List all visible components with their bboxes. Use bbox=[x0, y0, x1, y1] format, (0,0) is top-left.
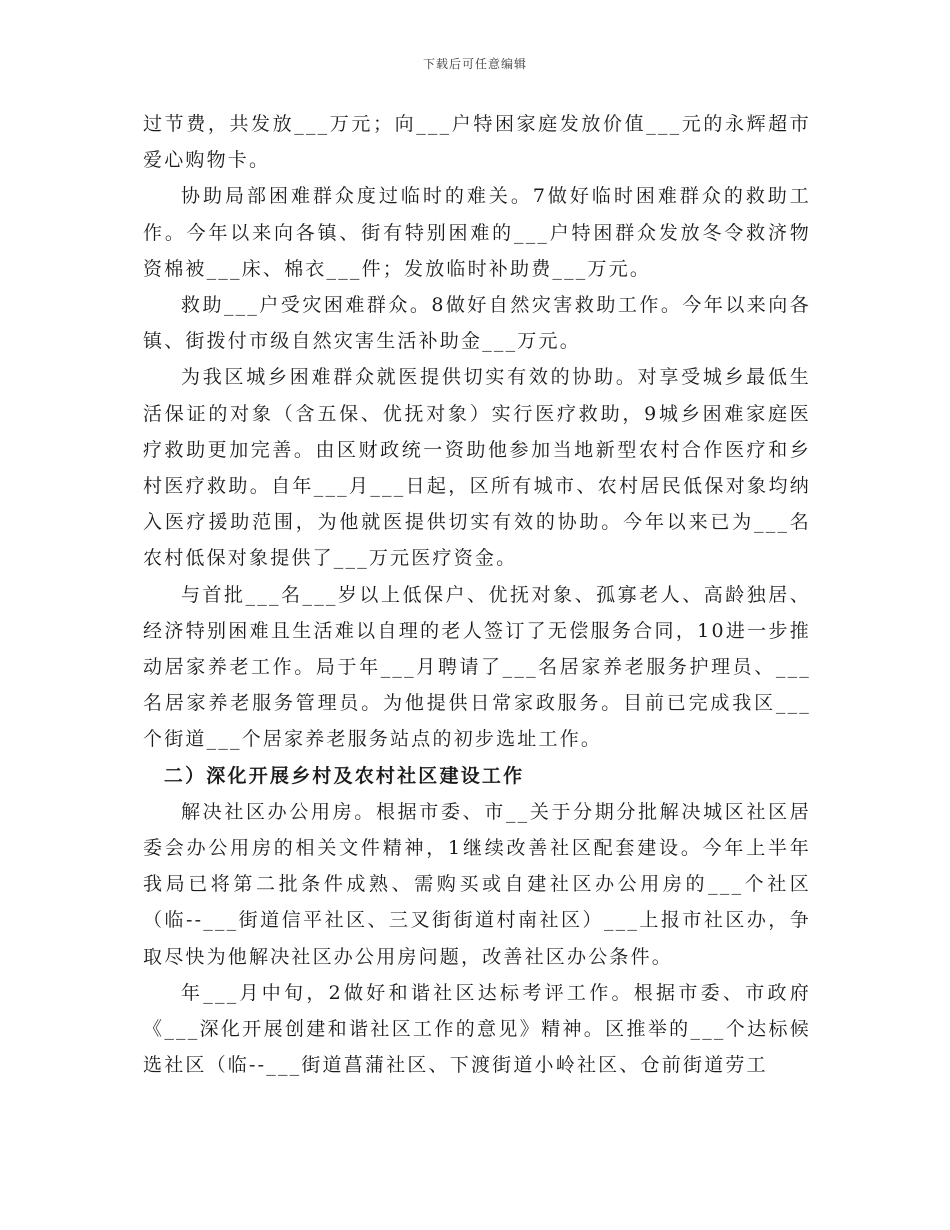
paragraph-6: 解决社区办公用房。根据市委、市__关于分期分批解决城区社区居委会办公用房的相关文件精神，1继续改善社区配套建设。今年上半年我局已将第二批条件成熟、需购买或自建社区办公用房的___个社区（临--___街道信平社区、三叉街街道村南社区）___上报市社区办，争取尽快为他解决社区办公用房问题，改善社区办公条件。 bbox=[143, 800, 811, 968]
paragraph-4: 为我区城乡困难群众就医提供切实有效的协助。对享受城乡最低生活保证的对象（含五保、优抚对象）实行医疗救助，9城乡困难家庭医疗救助更加完善。由区财政统一资助他参加当地新型农村合作医疗和乡村医疗救助。自年___月___日起，区所有城市、农村居民低保对象均纳入医疗援助范围，为他就医提供切实有效的协助。今年以来已为___名农村低保对象提供了___万元医疗资金。 bbox=[143, 366, 811, 570]
document-body bbox=[143, 106, 811, 1083]
paragraph-1: 过节费，共发放___万元；向___户特困家庭发放价值___元的永辉超市爱心购物卡。 bbox=[143, 113, 811, 172]
section-heading: 二）深化开展乡村及农村社区建设工作 bbox=[163, 764, 525, 787]
paragraph-3: 救助___户受灾困难群众。8做好自然灾害救助工作。今年以来向各镇、街拨付市级自然灾害生活补助金___万元。 bbox=[143, 294, 811, 353]
paragraph-7: 年___月中旬，2做好和谐社区达标考评工作。根据市委、市政府《___深化开展创建和谐社区工作的意见》精神。区推举的___个达标候选社区（临--___街道菖蒲社区、下渡街道小岭社区、仓前街道劳工 bbox=[143, 981, 811, 1077]
paragraph-2: 协助局部困难群众度过临时的难关。7做好临时困难群众的救助工作。今年以来向各镇、街有特别困难的___户特困群众发放冬令救济物资棉被___床、棉衣___件；发放临时补助费___万元。 bbox=[143, 185, 811, 280]
page-header: 下载后可任意编辑 bbox=[422, 57, 527, 71]
paragraph-5: 与首批___名___岁以上低保户、优抚对象、孤寡老人、高龄独居、经济特别困难且生活难以自理的老人签订了无偿服务合同，10进一步推动居家养老工作。局于年___月聘请了___名居家养老服务护理员、___名居家养老服务管理员。为他提供日常家政服务。目前已完成我区___个街道___个居家养老服务站点的初步选址工作。 bbox=[143, 583, 811, 751]
